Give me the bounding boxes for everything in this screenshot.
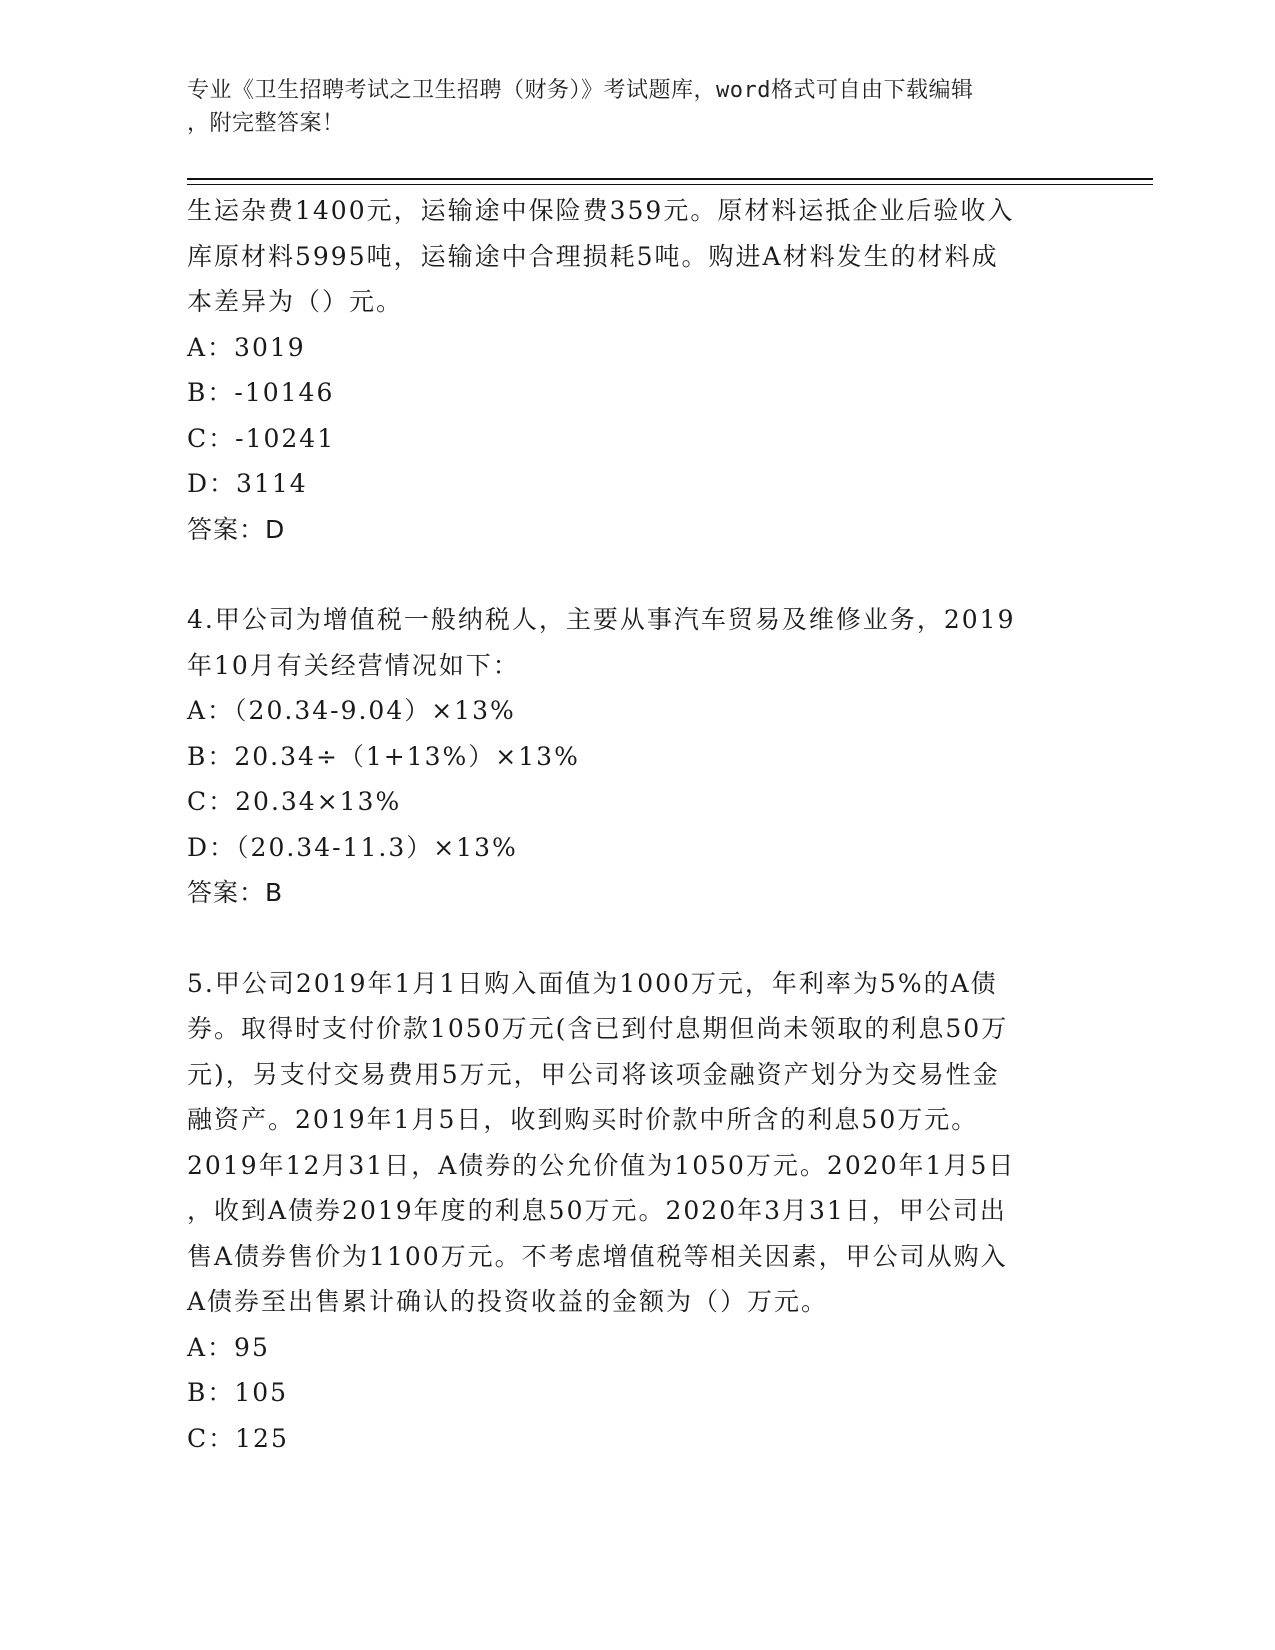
question-5-option-c: C：125 bbox=[187, 1423, 289, 1453]
question-5-option-b: B：105 bbox=[187, 1378, 289, 1407]
question-4-option-b: B：20.34÷（1+13%）×13% bbox=[187, 741, 580, 771]
question-5-text-line: 融资产。2019年1月5日，收到购买时价款中所含的利息50万元。 bbox=[187, 1105, 979, 1134]
question-3-answer: 答案：D bbox=[187, 514, 286, 544]
question-3 bbox=[187, 188, 1087, 552]
question-4-option-d: D：（20.34-11.3）×13% bbox=[187, 832, 518, 862]
question-3-text-line: 生运杂费1400元，运输途中保险费359元。原材料运抵企业后验收入 bbox=[187, 196, 1015, 225]
question-4 bbox=[187, 597, 1087, 916]
document-header bbox=[187, 74, 1067, 140]
question-5-text-line: ，收到A债券2019年度的利息50万元。2020年3月31日，甲公司出 bbox=[187, 1196, 1007, 1225]
header-divider-thick bbox=[187, 178, 1153, 180]
question-5-option-a: A：95 bbox=[187, 1332, 270, 1362]
question-3-option-d: D：3114 bbox=[187, 469, 308, 498]
question-5-text-line: 售A债券售价为1100万元。不考虑增值税等相关因素，甲公司从购入 bbox=[187, 1241, 1008, 1271]
question-3-option-b: B：-10146 bbox=[187, 378, 335, 407]
spacer bbox=[187, 552, 1087, 597]
question-5 bbox=[187, 961, 1087, 1462]
question-4-text-line: 4.甲公司为增值税一般纳税人，主要从事汽车贸易及维修业务，2019 bbox=[187, 605, 1016, 634]
question-content bbox=[187, 188, 1087, 1461]
question-5-text-line: 券。取得时支付价款1050万元(含已到付息期但尚未领取的利息50万 bbox=[187, 1014, 1009, 1043]
question-5-text-line: 2019年12月31日，A债券的公允价值为1050万元。2020年1月5日 bbox=[187, 1150, 1016, 1180]
question-4-option-c: C：20.34×13% bbox=[187, 787, 402, 816]
spacer bbox=[187, 916, 1087, 961]
question-3-option-c: C：-10241 bbox=[187, 423, 336, 453]
question-3-text-line: 库原材料5995吨，运输途中合理损耗5吨。购进A材料发生的材料成 bbox=[187, 241, 999, 271]
question-5-text-line: A债券至出售累计确认的投资收益的金额为（）万元。 bbox=[187, 1287, 829, 1316]
question-5-text-line: 元)，另支付交易费用5万元，甲公司将该项金融资产划分为交易性金 bbox=[187, 1059, 1000, 1089]
header-line-2: ，附完整答案！ bbox=[187, 111, 345, 136]
question-4-option-a: A：（20.34-9.04）×13% bbox=[187, 696, 516, 725]
question-5-text-line: 5.甲公司2019年1月1日购入面值为1000万元，年利率为5%的A债 bbox=[187, 968, 998, 998]
header-divider-thin bbox=[187, 184, 1153, 185]
question-3-option-a: A：3019 bbox=[187, 332, 306, 362]
question-3-text-line: 本差异为（）元。 bbox=[187, 287, 404, 316]
header-line-1: 专业《卫生招聘考试之卫生招聘（财务）》考试题库，word格式可自由下载编辑 bbox=[187, 78, 974, 103]
question-4-text-line: 年10月有关经营情况如下： bbox=[187, 650, 520, 680]
question-4-answer: 答案：B bbox=[187, 878, 284, 907]
